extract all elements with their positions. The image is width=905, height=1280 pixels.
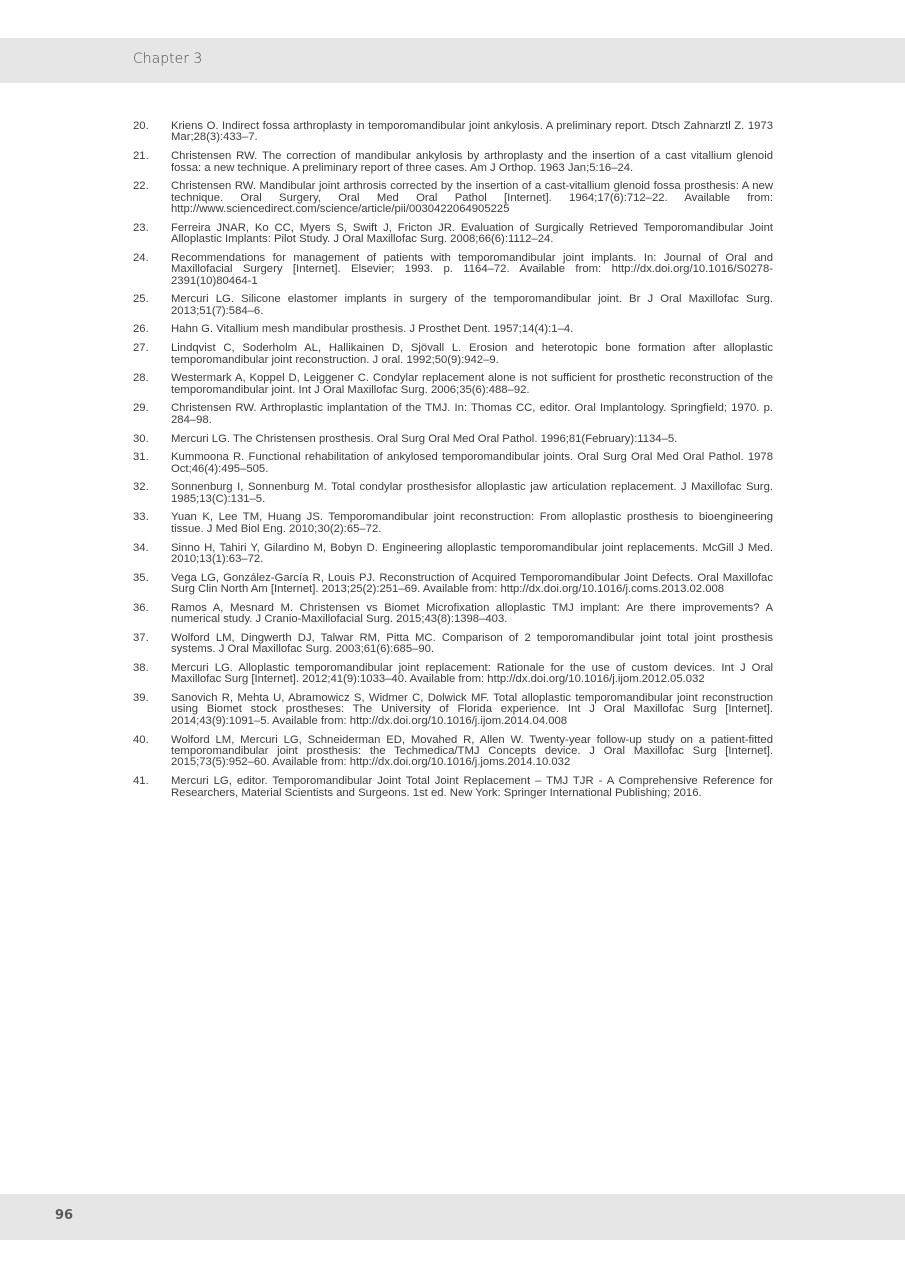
reference-item (133, 343, 773, 366)
reference-text: Mercuri LG. Alloplastic temporomandibular joint replacement: Rationale for the use of custom devices. Int J Oral Maxillofac Surg [Internet]. 2012;41(9):1033–40. Available from: http://dx.doi.org/10.1016/j.ijom.2012.05.032 (171, 661, 773, 686)
reference-number: 25. (133, 293, 149, 306)
reference-number: 27. (133, 342, 149, 355)
reference-number: 22. (133, 180, 149, 193)
reference-number: 30. (133, 432, 149, 445)
reference-text: Christensen RW. The correction of mandibular ankylosis by arthroplasty and the insertion of a cast vitallium glenoid fossa: a new technique. A preliminary report of three cases. Am J Orthop. 1963 Jan;5:16–24. (171, 150, 773, 174)
reference-number: 34. (133, 541, 149, 554)
reference-item (133, 603, 773, 626)
reference-list (133, 121, 773, 806)
reference-number: 23. (133, 221, 149, 234)
reference-item (133, 452, 773, 475)
reference-text: Mercuri LG. Silicone elastomer implants in surgery of the temporomandibular joint. Br J Oral Maxillofac Surg. 2013;51(7):584–6. (171, 293, 773, 317)
reference-item (133, 512, 773, 535)
reference-number: 29. (133, 402, 149, 415)
reference-number: 40. (133, 733, 149, 746)
reference-text: Mercuri LG. The Christensen prosthesis. Oral Surg Oral Med Oral Pathol. 1996;81(February):1134–5. (171, 432, 678, 445)
reference-item (133, 663, 773, 686)
reference-text: Vega LG, González-García R, Louis PJ. Reconstruction of Acquired Temporomandibular Joint Defects. Oral Maxillofac Surg Clin North Am [Internet]. 2013;25(2):251–69. Available from: http://dx.doi.org/10.1016/j.coms.2013.02.008 (171, 571, 773, 596)
page-number: 96 (55, 1208, 74, 1223)
reference-item (133, 324, 773, 335)
reference-item (133, 294, 773, 317)
reference-text: Kriens O. Indirect fossa arthroplasty in temporomandibular joint ankylosis. A preliminary report. Dtsch Zahnarztl Z. 1973 Mar;28(3):433–7. (171, 120, 773, 144)
reference-number: 36. (133, 601, 149, 614)
reference-number: 24. (133, 251, 149, 264)
reference-item (133, 253, 773, 287)
reference-number: 38. (133, 661, 149, 674)
reference-text: Sanovich R, Mehta U, Abramowicz S, Widmer C, Dolwick MF. Total alloplastic temporomandibular joint reconstruction using Biomet stock prostheses: The University of Florida experience. Int J Oral Maxillofac Surg [Internet]. 2014;43(9):1091–5. Available from: http://dx.doi.org/10.1016/j.ijom.2014.04.008 (171, 692, 773, 727)
reference-text: Christensen RW. Mandibular joint arthrosis corrected by the insertion of a cast-vitallium glenoid fossa prosthesis: A new technique. Oral Surgery, Oral Med Oral Pathol [Internet]. 1964;17(6):712–22. Available from: http://www.sciencedirect.com/science/article/pii/0030422064905225 (171, 180, 773, 216)
reference-item (133, 151, 773, 174)
reference-text: Hahn G. Vitallium mesh mandibular prosthesis. J Prosthet Dent. 1957;14(4):1–4. (171, 323, 574, 336)
reference-number: 26. (133, 323, 149, 336)
reference-item (133, 121, 773, 144)
reference-number: 21. (133, 150, 149, 163)
reference-item (133, 633, 773, 656)
reference-number: 39. (133, 692, 149, 705)
reference-text: Ramos A, Mesnard M. Christensen vs Biomet Microfixation alloplastic TMJ implant: Are there improvements? A numerical study. J Cranio-Maxillofacial Surg. 2015;43(8):1398–403. (171, 601, 773, 626)
reference-item (133, 434, 773, 445)
reference-text: Sinno H, Tahiri Y, Gilardino M, Bobyn D. Engineering alloplastic temporomandibular joint replacements. McGill J Med. 2010;13(1):63–72. (171, 541, 773, 565)
reference-item (133, 223, 773, 246)
reference-text: Wolford LM, Dingwerth DJ, Talwar RM, Pitta MC. Comparison of 2 temporomandibular joint total joint prosthesis systems. J Oral Maxillofac Surg. 2003;61(6):685–90. (171, 631, 773, 656)
reference-number: 37. (133, 631, 149, 644)
reference-number: 31. (133, 451, 149, 464)
reference-text: Christensen RW. Arthroplastic implantation of the TMJ. In: Thomas CC, editor. Oral Implantology. Springfield; 1970. p. 284–98. (171, 402, 773, 426)
reference-item (133, 373, 773, 396)
reference-text: Mercuri LG, editor. Temporomandibular Joint Total Joint Replacement – TMJ TJR - A Comprehensive Reference for Researchers, Material Scientists and Surgeons. 1st ed. New York: Springer International Publishing; 2016. (171, 775, 773, 799)
reference-text: Yuan K, Lee TM, Huang JS. Temporomandibular joint reconstruction: From alloplastic prosthesis to bioengineering tissue. J Med Biol Eng. 2010;30(2):65–72. (171, 511, 773, 535)
reference-number: 35. (133, 571, 149, 584)
reference-number: 28. (133, 372, 149, 385)
reference-item (133, 181, 773, 215)
reference-number: 41. (133, 775, 149, 788)
reference-item (133, 482, 773, 505)
reference-text: Ferreira JNAR, Ko CC, Myers S, Swift J, Fricton JR. Evaluation of Surgically Retrieved Temporomandibular Joint Alloplastic Implants: Pilot Study. J Oral Maxillofac Surg. 2008;66(6):1112–24. (171, 221, 773, 246)
running-header (0, 38, 905, 83)
chapter-title: Chapter 3 (133, 51, 203, 67)
reference-item (133, 735, 773, 769)
reference-number: 20. (133, 120, 149, 132)
reference-text: Lindqvist C, Soderholm AL, Hallikainen D, Sjövall L. Erosion and heterotopic bone formation after alloplastic temporomandibular joint reconstruction. J oral. 1992;50(9):942–9. (171, 342, 773, 366)
reference-item (133, 693, 773, 727)
reference-text: Recommendations for management of patients with temporomandibular joint implants. In: Journal of Oral and Maxillofacial Surgery [Internet]. Elsevier; 1993. p. 1164–72. Available from: http://dx.doi.org/10.1016/S0278-2391(10)80464-1 (171, 251, 773, 287)
reference-item (133, 403, 773, 426)
reference-text: Westermark A, Koppel D, Leiggener C. Condylar replacement alone is not sufficient for prosthetic reconstruction of the temporomandibular joint. Int J Oral Maxillofac Surg. 2006;35(6):488–92. (171, 372, 773, 396)
reference-text: Wolford LM, Mercuri LG, Schneiderman ED, Movahed R, Allen W. Twenty-year follow-up study on a patient-fitted temporomandibular joint prosthesis: the Techmedica/TMJ Concepts device. J Oral Maxillofac Surg [Internet]. 2015;73(5):952–60. Available from: http://dx.doi.org/10.1016/j.joms.2014.10.032 (171, 733, 773, 769)
reference-number: 32. (133, 481, 149, 494)
reference-number: 33. (133, 511, 149, 524)
reference-text: Sonnenburg I, Sonnenburg M. Total condylar prosthesisfor alloplastic jaw articulation replacement. J Maxillofac Surg. 1985;13(C):131–5. (171, 481, 773, 505)
reference-item (133, 776, 773, 799)
reference-item (133, 573, 773, 596)
reference-text: Kummoona R. Functional rehabilitation of ankylosed temporomandibular joints. Oral Surg Oral Med Oral Pathol. 1978 Oct;46(4):495–505. (171, 451, 773, 475)
running-footer (0, 1194, 905, 1240)
reference-item (133, 543, 773, 566)
